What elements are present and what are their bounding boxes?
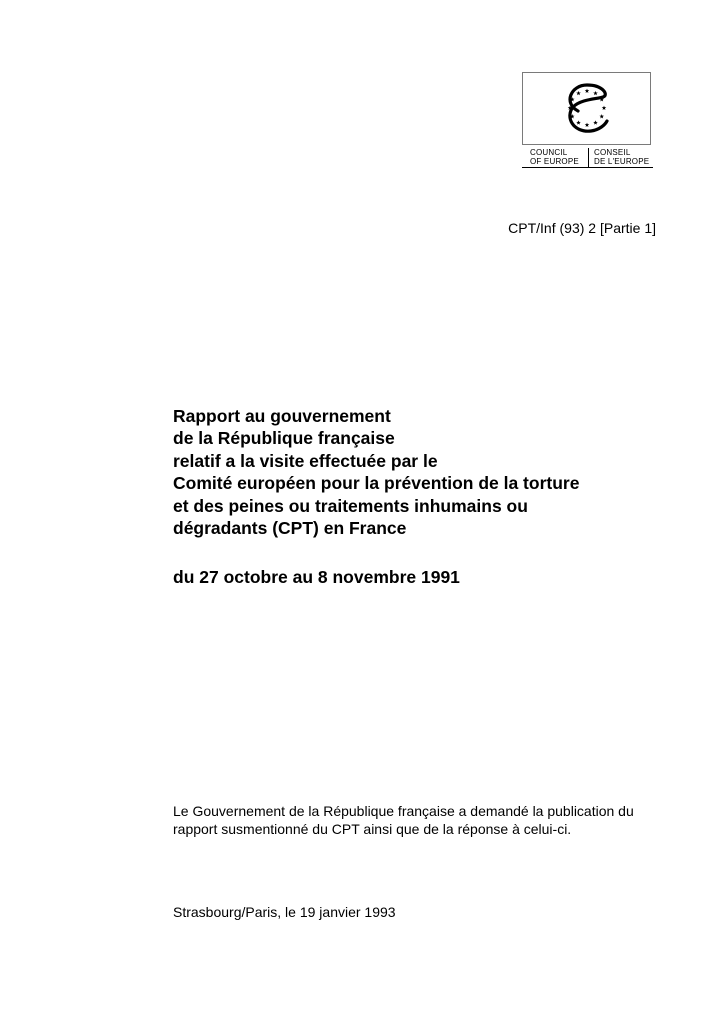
star-icon <box>576 91 581 95</box>
star-icon <box>593 91 598 95</box>
place-and-date: Strasbourg/Paris, le 19 janvier 1993 <box>173 904 396 920</box>
star-icon <box>576 120 581 124</box>
title-line: de la République française <box>173 428 395 449</box>
council-of-europe-logo <box>522 72 651 145</box>
document-reference: CPT/Inf (93) 2 [Partie 1] <box>508 220 656 236</box>
title-line: dégradants (CPT) en France <box>173 518 407 539</box>
note-line: rapport susmentionné du CPT ainsi que de la réponse à celui-ci. <box>173 821 572 837</box>
logo-name-english <box>530 148 579 166</box>
logo-name-fr-line2: DE L'EUROPE <box>594 157 650 166</box>
title-line: Comité européen pour la prévention de la torture <box>173 473 580 494</box>
publication-note <box>173 802 634 838</box>
star-icon <box>593 120 598 124</box>
title-line: Rapport au gouvernement <box>173 406 391 426</box>
logo-underline <box>522 167 653 168</box>
title-line: relatif a la visite effectuée par le <box>173 450 438 471</box>
visit-dates: du 27 octobre au 8 novembre 1991 <box>173 567 460 587</box>
title-line: et des peines ou traitements inhumains ou <box>173 495 528 516</box>
logo-name-en-line2: OF EUROPE <box>530 157 579 166</box>
star-icon <box>585 89 590 93</box>
council-of-europe-emblem-icon <box>523 73 650 144</box>
star-icon <box>602 106 607 110</box>
star-icon <box>585 123 590 127</box>
logo-caption <box>522 148 653 170</box>
star-icon <box>599 114 604 118</box>
note-line: Le Gouvernement de la République française a demandé la publication du <box>173 803 634 819</box>
logo-name-french <box>594 148 649 166</box>
logo-name-en-line1: COUNCIL <box>530 148 568 157</box>
logo-name-fr-line1: CONSEIL <box>594 148 631 157</box>
logo-divider <box>588 148 589 167</box>
document-title <box>173 405 579 539</box>
